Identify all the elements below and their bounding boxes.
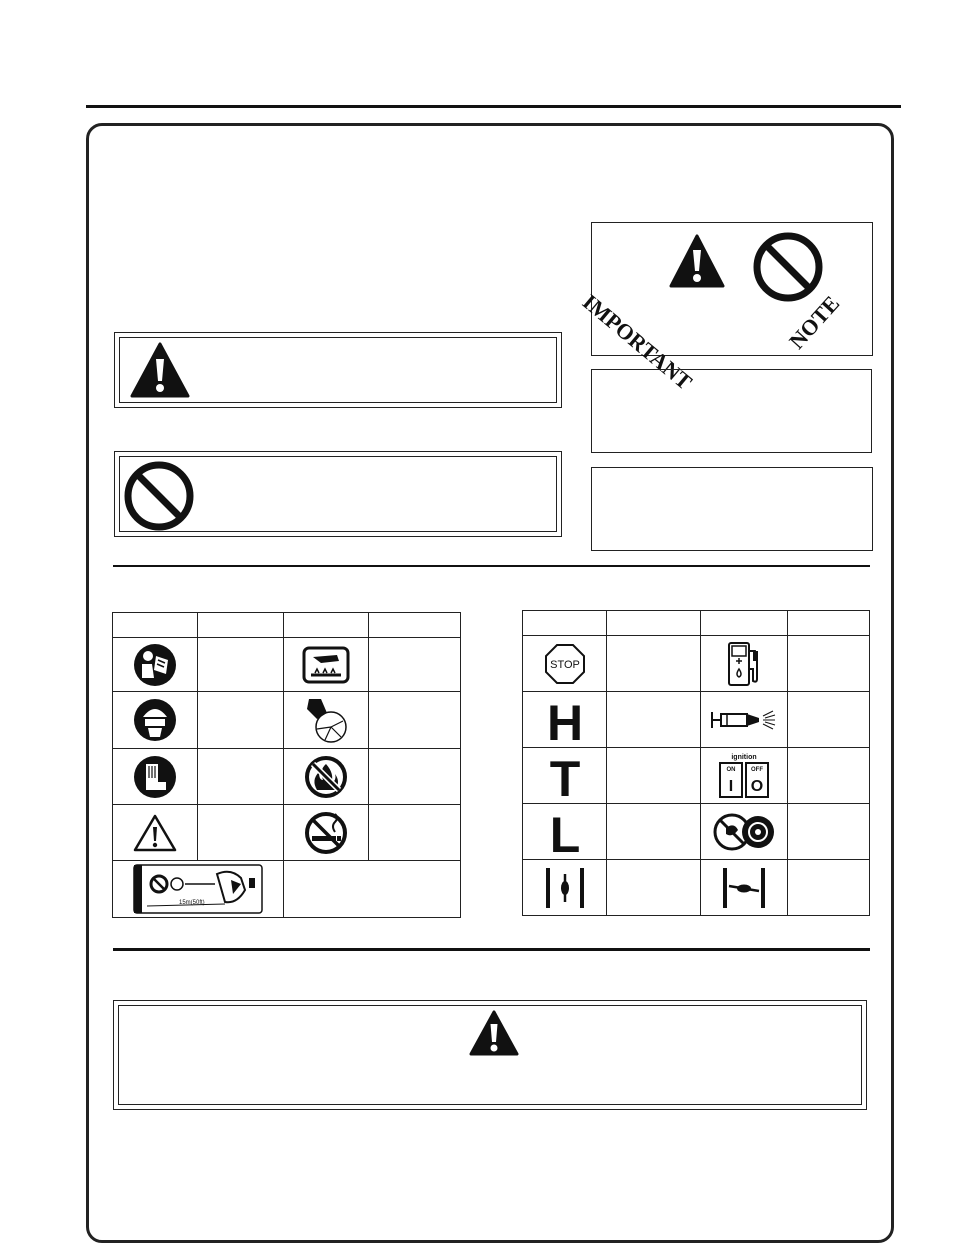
- rotating-blade-hazard-icon: [303, 695, 349, 745]
- stop-icon: [544, 643, 586, 685]
- note-label: NOTE: [784, 290, 845, 354]
- prohibition-icon: [752, 231, 824, 303]
- read-manual-icon: [132, 642, 178, 688]
- hot-surface-icon: [301, 645, 351, 685]
- safe-distance-icon: [133, 864, 263, 914]
- bottom-warning-box: [113, 1000, 867, 1110]
- gloves-boots-icon: [132, 754, 178, 800]
- off-symbol: O: [750, 777, 764, 795]
- symbols-table-left: [112, 612, 461, 918]
- notice-panel: [577, 222, 873, 395]
- warning-box: [114, 332, 562, 408]
- t-label: T: [549, 751, 580, 800]
- h-letter-icon: [545, 696, 585, 744]
- warning-triangle-icon: [468, 1009, 520, 1057]
- grease-gun-icon: [709, 708, 779, 732]
- notice-text-box-2: [591, 467, 873, 551]
- warning-triangle-icon: [129, 341, 191, 399]
- warning-triangle-icon: [132, 812, 178, 854]
- prohibition-box: [114, 451, 562, 537]
- important-label: IMPORTANT: [577, 289, 698, 395]
- head-eye-ear-protection-icon: [132, 697, 178, 743]
- choke-closed-icon: [540, 864, 590, 912]
- off-label: OFF: [751, 766, 763, 773]
- warning-triangle-icon: [668, 233, 726, 289]
- notice-text-box-1: [591, 369, 872, 453]
- ignition-label: ignition: [731, 753, 757, 761]
- section-rule: [113, 565, 870, 567]
- no-fire-icon: [303, 754, 349, 800]
- on-symbol: I: [728, 777, 734, 795]
- top-rule: [86, 105, 901, 108]
- ignition-switch-icon: [714, 751, 774, 801]
- choke-icon: [712, 812, 776, 852]
- stop-label: STOP: [549, 658, 580, 671]
- symbols-table-right: [522, 610, 870, 916]
- l-letter-icon: [545, 808, 585, 856]
- t-letter-icon: [545, 752, 585, 800]
- fuel-pump-icon: [723, 639, 765, 689]
- no-smoking-icon: [303, 810, 349, 856]
- choke-open-icon: [717, 864, 771, 912]
- safe-distance-label: 15m(50ft): [179, 900, 205, 906]
- l-label: L: [549, 807, 580, 856]
- section-rule: [113, 948, 870, 951]
- prohibition-icon: [123, 460, 195, 532]
- h-label: H: [546, 695, 583, 744]
- on-label: ON: [726, 766, 736, 773]
